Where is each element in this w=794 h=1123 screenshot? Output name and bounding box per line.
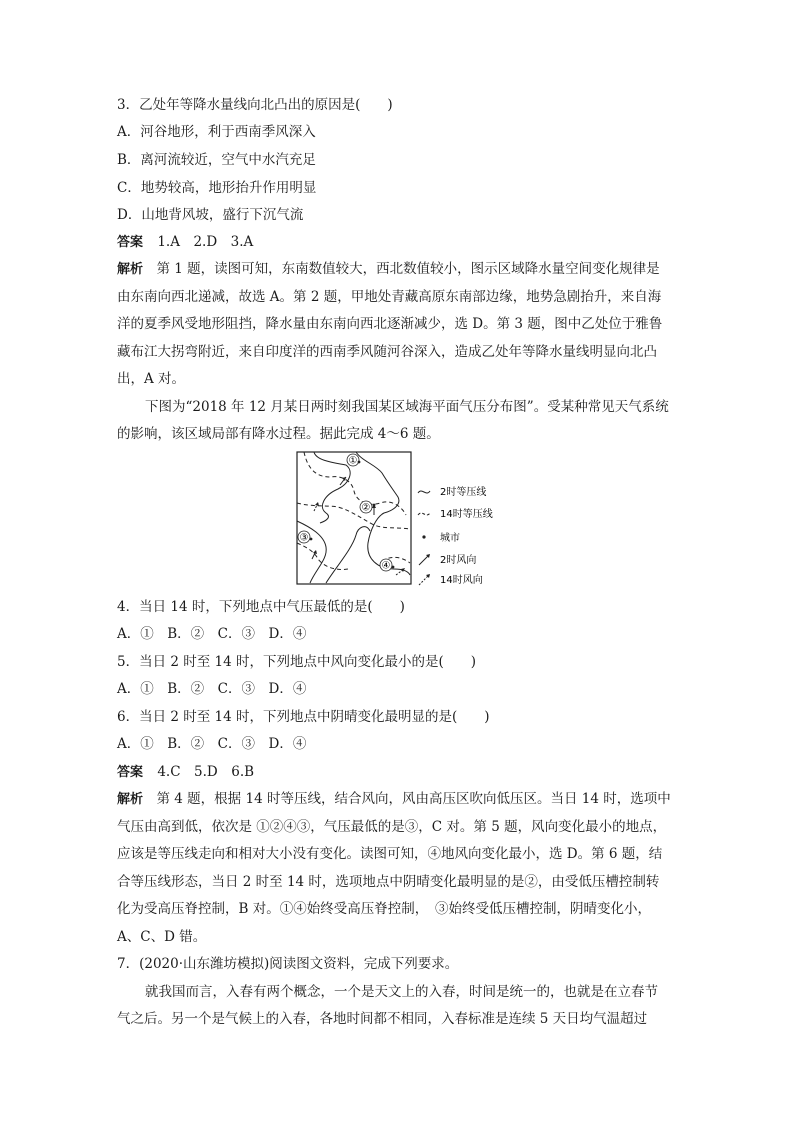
analysis-label: 解析 — [117, 262, 144, 277]
question-5-stem: 5．当日 2 时至 14 时，下列地点中风向变化最小的是( ) — [117, 654, 477, 670]
marker-3: ③ — [299, 532, 309, 544]
analysis-1-line-4: 藏布江大拐弯附近，来自印度洋的西南季风随河谷深入，造成乙处年等降水量线明显向北凸 — [117, 344, 657, 360]
arrow-head — [313, 550, 317, 554]
analysis-label: 解析 — [117, 792, 144, 807]
isobar-14h-3 — [297, 543, 348, 570]
answer-label: 答案 — [117, 765, 144, 780]
answer-text: 4.C 5.D 6.B — [157, 764, 255, 780]
legend-city: 城市 — [440, 533, 460, 544]
city-dot-3 — [310, 538, 313, 541]
isobar-2h-3 — [297, 521, 326, 583]
intro-line-2: 的影响，该区域局部有降水过程。据此完成 4～6 题。 — [117, 426, 440, 442]
city-dot-1 — [358, 461, 361, 464]
marker-1: ① — [348, 455, 358, 467]
analysis-2-line-4: 合等压线形态，当日 2 时至 14 时，选项地点中阴晴变化最明显的是②，由受低压槽控制转 — [117, 874, 660, 890]
legend-14h-isobar-symbol — [418, 513, 430, 515]
question-3-stem: 3．乙处年等降水量线向北凸出的原因是( ) — [117, 97, 393, 113]
analysis-1-line-2: 由东南向西北递减，故选 A。第 2 题，甲地处青藏高原东南部边缘，地势急剧抬升，来自海 — [117, 289, 662, 305]
analysis-2-line-6: A、C、D 错。 — [117, 929, 207, 945]
question-3-option-d: D．山地背风坡，盛行下沉气流 — [117, 207, 304, 223]
analysis-text: 第 4 题，根据 14 时等压线，结合风向，风由高压区吹向低压区。当日 14 时，选项中 — [143, 791, 671, 807]
analysis-2-line-3: 应该是等压线走向和相对大小没有变化。读图可知，④地风向变化最小，选 D。第 6 题，结 — [117, 846, 663, 862]
question-5-options: A．① B．② C．③ D．④ — [117, 681, 307, 697]
question-7-para-line-1: 就我国而言，入春有两个概念，一个是天文上的入春，时间是统一的，也就是在立春节 — [145, 984, 658, 1000]
pressure-map-figure — [296, 451, 516, 589]
marker-2: ② — [361, 502, 371, 514]
question-6-stem: 6．当日 2 时至 14 时，下列地点中阴晴变化最明显的是( ) — [117, 709, 490, 725]
answer-text: 1.A 2.D 3.A — [157, 234, 254, 250]
question-3-option-a: A．河谷地形，利于西南季风深入 — [117, 124, 316, 140]
analysis-1-line-1 — [117, 260, 660, 279]
question-6-options: A．① B．② C．③ D．④ — [117, 736, 307, 752]
analysis-2-line-5: 化为受高压脊控制，B 对。①④始终受高压脊控制， ③始终受低压槽控制，阴晴变化小， — [117, 901, 651, 917]
answer-block-1 — [117, 233, 253, 252]
analysis-2-line-2: 气压由高到低，依次是 ①②④③，气压最低的是③，C 对。第 5 题，风向变化最小的地点， — [117, 819, 667, 835]
arrow-head — [315, 502, 319, 506]
isobar-2h-2 — [356, 452, 410, 575]
question-7-stem: 7．(2020·山东潍坊模拟)阅读图文资料，完成下列要求。 — [117, 956, 459, 972]
answer-label: 答案 — [117, 235, 144, 250]
legend-city-symbol — [422, 535, 425, 538]
analysis-2-line-1 — [117, 790, 671, 809]
city-dot-4 — [392, 566, 395, 569]
marker-4: ④ — [381, 560, 391, 572]
answer-block-2 — [117, 763, 254, 782]
question-7-para-line-2: 气之后。另一个是气候上的入春，各地时间都不相同，入春标准是连续 5 天日均气温超过 — [117, 1011, 648, 1027]
question-4-options: A．① B．② C．③ D．④ — [117, 626, 307, 642]
legend-14h-wind: 14时风向 — [440, 575, 483, 586]
legend-2h-isobar: 2时等压线 — [440, 487, 487, 498]
isobar-2h-1 — [314, 452, 350, 523]
question-3-option-c: C．地势较高，地形抬升作用明显 — [117, 180, 317, 196]
legend-14h-isobar: 14时等压线 — [440, 509, 493, 520]
intro-line-1: 下图为“2018 年 12 月某日两时刻我国某区域海平面气压分布图”。受某种常见天气系统 — [145, 399, 669, 415]
question-3-option-b: B．离河流较近，空气中水汽充足 — [117, 152, 316, 168]
legend-2h-wind: 2时风向 — [440, 555, 477, 566]
analysis-1-line-3: 洋的夏季风受地形阻挡，降水量由东南向西北逐渐减少，选 D。第 3 题，图中乙处位于雅鲁 — [117, 316, 663, 332]
question-4-stem: 4．当日 14 时，下列地点中气压最低的是( ) — [117, 599, 405, 615]
analysis-text: 第 1 题，读图可知，东南数值较大，西北数值较小，图示区域降水量空间变化规律是 — [143, 261, 660, 277]
legend-2h-isobar-symbol — [418, 491, 430, 493]
isobar-14h-2 — [297, 503, 410, 529]
analysis-1-line-5: 出，A 对。 — [117, 371, 186, 387]
isobar-2h-4 — [326, 527, 370, 583]
pressure-map-svg — [296, 451, 516, 589]
